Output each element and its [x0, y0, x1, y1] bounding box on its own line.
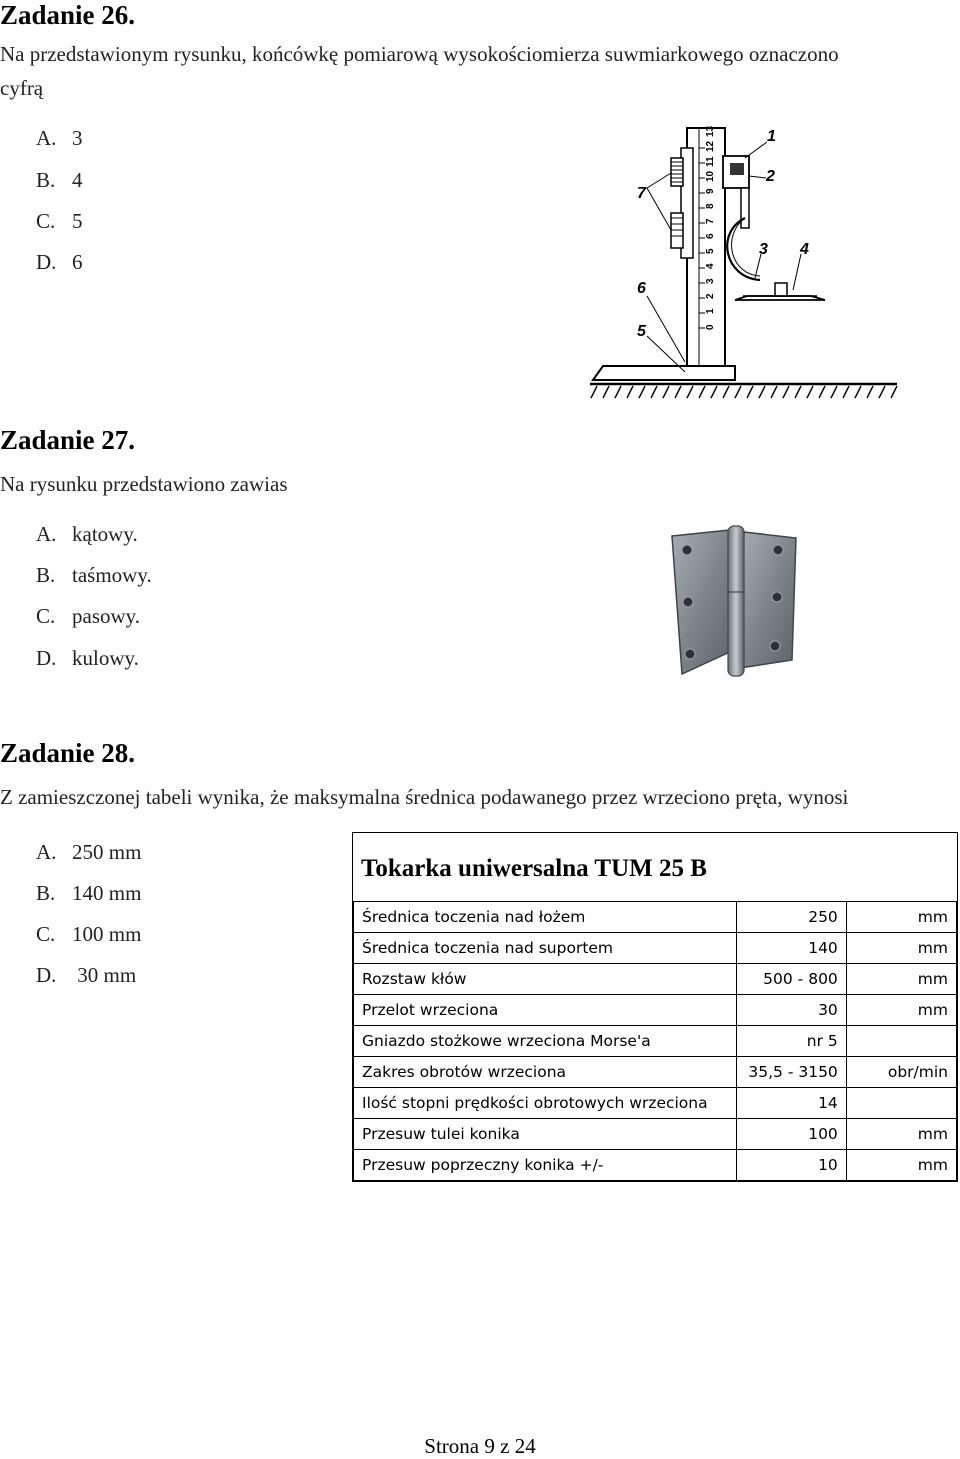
- scale-digit: 11: [705, 156, 716, 167]
- task28-question: Z zamieszczonej tabeli wynika, że maksymalna średnica podawanego przez wrzeciono pręta, wynosi: [0, 785, 849, 809]
- value-cell: 140: [736, 933, 846, 964]
- task26-option-c: [36, 209, 83, 234]
- scale-digit: 6: [705, 233, 716, 239]
- task26-option-d: [36, 250, 83, 275]
- table-title: Tokarka uniwersalna TUM 25 B: [361, 855, 707, 882]
- task28-option-a: [36, 840, 141, 865]
- option-letter: B.: [36, 881, 56, 905]
- option-letter: A.: [36, 840, 57, 864]
- table-row: [354, 902, 957, 933]
- option-letter: C.: [36, 209, 56, 233]
- task27-question: Na rysunku przedstawiono zawias: [0, 472, 288, 496]
- task26-option-a: [36, 126, 83, 151]
- figure-label-4: 4: [800, 241, 809, 258]
- spec-table-body: [353, 901, 957, 1181]
- scale-digit: 1: [705, 308, 716, 314]
- scale-digit: 7: [705, 218, 716, 224]
- task26-option-b: [36, 168, 83, 193]
- param-cell: Przesuw tulei konika: [354, 1119, 737, 1150]
- page-number: Strona 9 z 24: [424, 1434, 536, 1458]
- task27-option-b: [36, 563, 152, 588]
- param-cell: Ilość stopni prędkości obrotowych wrzeciona: [354, 1088, 737, 1119]
- figure-label-3: 3: [759, 241, 768, 258]
- table-row: [354, 995, 957, 1026]
- value-cell: 10: [736, 1150, 846, 1181]
- option-text: 30 mm: [72, 963, 137, 987]
- task26-title: Zadanie 26.: [0, 0, 136, 30]
- task26-question-line1: Na przedstawionym rysunku, końcówkę pomiarową wysokościomierza suwmiarkowego oznaczono: [0, 42, 839, 66]
- option-letter: D.: [36, 963, 57, 987]
- option-letter: A.: [36, 126, 57, 150]
- table-row: [354, 933, 957, 964]
- option-text: kulowy.: [72, 646, 139, 670]
- scale-digit: 2: [705, 293, 716, 299]
- scale-digit: 3: [705, 278, 716, 284]
- table-row: [354, 964, 957, 995]
- option-letter: D.: [36, 646, 57, 670]
- unit-cell: [846, 1088, 956, 1119]
- unit-cell: mm: [846, 964, 956, 995]
- option-letter: B.: [36, 168, 56, 192]
- option-letter: A.: [36, 522, 57, 546]
- table-row: [354, 1119, 957, 1150]
- task26-question-line2: cyfrą: [0, 76, 44, 100]
- unit-cell: mm: [846, 933, 956, 964]
- task27-option-d: [36, 646, 139, 671]
- scale-digit: 5: [705, 248, 716, 254]
- option-letter: D.: [36, 250, 57, 274]
- task27-option-a: [36, 522, 138, 547]
- scale-digit: 0: [705, 324, 716, 330]
- value-cell: 500 - 800: [736, 964, 846, 995]
- value-cell: 250: [736, 902, 846, 933]
- option-text: taśmowy.: [72, 563, 152, 587]
- option-text: pasowy.: [72, 604, 141, 628]
- value-cell: 14: [736, 1088, 846, 1119]
- scale-digit: 10: [705, 170, 716, 182]
- lathe-spec-table: [352, 832, 958, 1182]
- option-text: 250 mm: [72, 840, 142, 864]
- scale-digit: 13: [705, 125, 716, 137]
- table-row: [354, 1057, 957, 1088]
- unit-cell: mm: [846, 995, 956, 1026]
- figure-label-6: 6: [637, 280, 646, 297]
- task27-title: Zadanie 27.: [0, 425, 136, 455]
- scale-digit: 9: [705, 188, 716, 194]
- scale-digit: 4: [705, 263, 716, 269]
- param-cell: Gniazdo stożkowe wrzeciona Morse'a: [354, 1026, 737, 1057]
- unit-cell: mm: [846, 902, 956, 933]
- param-cell: Średnica toczenia nad suportem: [354, 933, 737, 964]
- option-text: 5: [72, 209, 83, 233]
- value-cell: 35,5 - 3150: [736, 1057, 846, 1088]
- param-cell: Przesuw poprzeczny konika +/-: [354, 1150, 737, 1181]
- option-text: 3: [72, 126, 83, 150]
- option-text: kątowy.: [72, 522, 138, 546]
- figure-label-2: 2: [766, 168, 775, 185]
- option-letter: C.: [36, 604, 56, 628]
- unit-cell: [846, 1026, 956, 1057]
- unit-cell: obr/min: [846, 1057, 956, 1088]
- value-cell: nr 5: [736, 1026, 846, 1057]
- scale-digit: 12: [705, 140, 716, 152]
- figure-label-5: 5: [637, 323, 646, 340]
- table-row: [354, 1026, 957, 1057]
- param-cell: Przelot wrzeciona: [354, 995, 737, 1026]
- param-cell: Zakres obrotów wrzeciona: [354, 1057, 737, 1088]
- value-cell: 30: [736, 995, 846, 1026]
- height-gauge-figure: [585, 118, 905, 403]
- table-row: [354, 1150, 957, 1181]
- option-text: 4: [72, 168, 83, 192]
- task28-title: Zadanie 28.: [0, 738, 136, 768]
- value-cell: 100: [736, 1119, 846, 1150]
- option-letter: B.: [36, 563, 56, 587]
- option-text: 140 mm: [72, 881, 142, 905]
- unit-cell: mm: [846, 1150, 956, 1181]
- option-text: 100 mm: [72, 922, 142, 946]
- task27-option-c: [36, 604, 140, 629]
- unit-cell: mm: [846, 1119, 956, 1150]
- param-cell: Średnica toczenia nad łożem: [354, 902, 737, 933]
- figure-label-7: 7: [637, 185, 646, 202]
- task28-option-b: [36, 881, 141, 906]
- task28-option-d: [36, 963, 136, 988]
- figure-label-1: 1: [767, 128, 776, 145]
- table-row: [354, 1088, 957, 1119]
- option-letter: C.: [36, 922, 56, 946]
- option-text: 6: [72, 250, 83, 274]
- param-cell: Rozstaw kłów: [354, 964, 737, 995]
- hinge-photo: [660, 522, 810, 687]
- task28-option-c: [36, 922, 141, 947]
- scale-digit: 8: [705, 203, 716, 209]
